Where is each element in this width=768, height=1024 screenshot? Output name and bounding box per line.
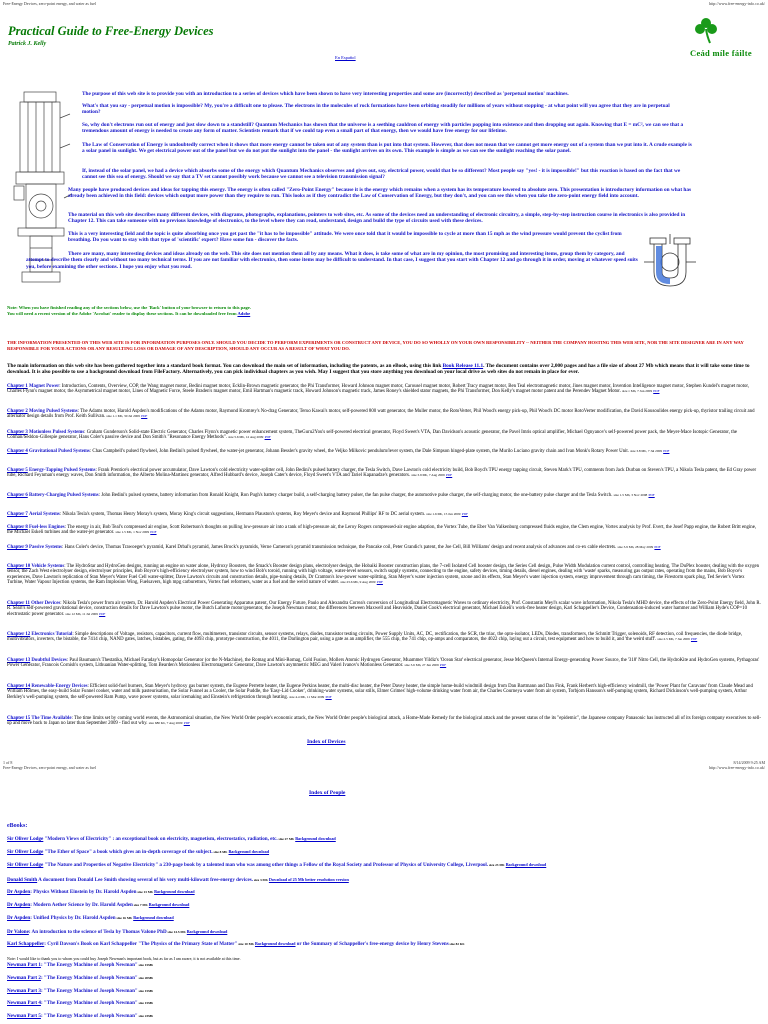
chapter-entry: [7, 545, 762, 550]
print-header-2-url: http://www.free-energy-info.co.uk/: [709, 765, 765, 770]
chapter-title: Aerial Systems: [28, 512, 60, 517]
author-name: Patrick J. Kelly: [8, 41, 47, 47]
chapter-link[interactable]: Chapter 12: [7, 632, 31, 637]
newman-size: size 23Mb: [137, 1014, 154, 1018]
chapter-link[interactable]: Chapter 9: [7, 545, 28, 550]
chapter-entry: [7, 468, 762, 479]
chapter-title: Battery-Charging Pulsed Systems: [28, 493, 99, 498]
ebooks-heading: eBooks:: [7, 823, 28, 829]
newman-part-link[interactable]: Newman Part 4: [7, 1000, 41, 1006]
acrobat-note-text: Note: When you have finished reading any of the sections below, use the 'Back' button of your browser to return to this page. You will need a recent version of the Adobe 'Acrobat' reader to display these sections. It can be downloaded free from: [7, 305, 251, 316]
chapter-description: : The HydroStar and HydroGen designs, running an engine on water alone, Hydroxy Boosters, the Smack's Booster design plans, electrolyser design, the Hobaiki Booster construction plans, the 7-cell Isolated Cell booster design, the Series Cell design, Pulse Width Modulation current control, controlling heating, The DuPlex booster, dealing with the oxygen sensor, the Zach West electrolyser design, electrolyser principles, Bob Boyce's high-efficiency electrolyser system, how to wind Bob's toroid, running with high voltage, water-level sensors, switch supply systems, connecting to the engine, safety devices, timing details, diesel engines, dealing with 'waste' sparks, measuring gas output rates, operating from the mains, Bob Boyce's experiences, Dave Lawton's replication of Stan Meyer's Water Fuel Cell water-splitter, Dave Lawton's circuits and construction details, pipe-tuning details, Dr Cramton's low-power water-splitting, Stan Meyer's water injection system, ozone and its effects, Stan Meyer's water injection system, energy improvement through cam timing, the Firestorm spark plug, Ted Sevier's Vortex Turbine, Water Vapour Injection systems, the Ram Implosion Wing, Fuelsavers, high mpg carburettors, Vortex fuel reformers, water as a fuel and the weird nature of water.: [7, 564, 760, 586]
intro-paragraph-2: What's that you say - perpetual motion is impossible? My, you're a difficult one to please. The electrons in the molecules of rock formations have been orbiting steadily for millions of years without stopping - at what point will you agree that they are in perpetual motion?: [82, 103, 670, 116]
newman-part-link[interactable]: Newman Part 1: [7, 962, 41, 968]
chapter-pdf-link[interactable]: PDF: [376, 580, 383, 585]
chapter-entry: [7, 684, 762, 700]
newman-title: : "The Energy Machine of Joseph Newman": [40, 962, 138, 968]
intro-paragraph-8: This is a very interesting field and the topic is quite absorbing once you get past the "it has to be impossible" attitude. We were once told that it would be impossible to cycle at more than 15 mph as the wind pressure would prevent the cyclist from breathing. Do you want to stay with that type of 'scientific' expert? Have some fun - discover the facts.: [68, 231, 622, 244]
chapter-description: : Hans Coler's device, Thomas Trawoeger's pyramid, Karel Drbal's pyramid, James Brock's pyramids, Verne Cameron's pyramid transmission technique, the Pancake coil, Peter Grandic's patent, the Joe Cell, Bill Williams' design and recent analysis of advances and co-ex cable electrets.: [61, 545, 617, 550]
chapter-pdf-link[interactable]: PDF: [648, 493, 655, 497]
newman-entry: [7, 988, 762, 994]
chapter-title: Vehicle Systems: [31, 564, 65, 569]
chapter-pdf-link[interactable]: PDF: [445, 473, 453, 478]
chapter-entry: [7, 384, 762, 395]
newman-entry: [7, 975, 762, 981]
ebook-description: : Unified Physics by Dr. Harold Aspden: [30, 915, 116, 921]
index-of-devices-link[interactable]: Index of Devices: [307, 739, 346, 745]
background-download-link[interactable]: Background download: [505, 862, 547, 867]
ebook-size: size 8 Mb: [212, 850, 228, 854]
ebook-description: "Modern Views of Electricity" : an exceptional book on electricity, magnetism, electrostatics, radiation, etc.: [43, 836, 278, 842]
chapter-pdf-link[interactable]: PDF: [654, 545, 661, 549]
ebook-author-link[interactable]: Dr Valone: [7, 929, 29, 935]
chapter-size: size 1.1 Mb, 30 Jul 2009: [106, 414, 140, 419]
chapter-entry: [7, 564, 762, 585]
book-intro-text: The main information on this web site has been gathered together into a standard book format. You can download the main set of information, including the patents, as an eBook, using this link: [7, 363, 443, 369]
ebook-size: size 14.5 Mb: [166, 930, 186, 934]
chapter-link[interactable]: Chapter 2: [7, 409, 28, 414]
newman-entry: [7, 962, 762, 968]
ebook-description: : An introduction to the science of Tesla by Thomas Valone PhD: [28, 929, 167, 935]
chapter-description: : The energy in air, Bob Teal's compressed air engine, Scott Robertson's thoughts on pulling low-pressure air into a tank of high-pressure air, the Leroy Rogers compressed-air engine adaption, the Vortex Tube, the Eber Van Valkenburg compressed fluids engine, the Clem engine, Vortex analysis by Prof. Evert, the Josef Papp engine, the Robert Britt engine, the Michael Eskeli turbines and the water-jet generator.: [7, 525, 757, 536]
chapter-size: size 1.6 Mb, 15 Jun 2009: [426, 512, 461, 516]
newman-note: Note: I would like to thank you to whom you could buy Joseph Newman's important book, but as far as I am aware, it is not available at this time.: [7, 956, 241, 961]
ebook-description: "The Ether of Space" a book which gives an in-depth coverage of the subject.: [43, 849, 213, 855]
chapter-description: : Efficient solid-fuel burners, Stan Meyer's hydroxy gas burner system, the Eugene Perrette heater, the Eugene Perkins heater, the multi-disc heater, the Peter Davey heater, the simple home-build windmill design from Dan Bartmann and Dan Fink, Frank Herbert's high-efficiency windmill, the 'Power Plant for Caravans' from Claude Mead and William Holmes, the easy-build Solar Funnel cooker, water and milk pasteurisation, the Solar Funnel as a Cooler, the Solar Puddle, the 'Easy-Lid Cooker', drinking-water systems, solar stills, Elmer Grimes' high-volume drinking water from air, the Charles Courneya water from air system, Torbjorn Hansson's self-pumping system, Richard Dickinson's well-pumping system, Arthur Berkley's well-pumping system, the self-powered Ram Pump, wave power systems, solar icemaking and Einstein's refrigeration through heating.: [7, 684, 753, 700]
ebook-author-link[interactable]: Donald Smith: [7, 877, 38, 883]
chapter-link[interactable]: Chapter 15: [7, 716, 31, 721]
intro-paragraph-9: There are many, many interesting devices and ideas already on the web. This site does not mention them all by any means. What it does, is take some of what are in my opinion, the most promising and interesting items, group them by category, and attempt to describe them clearly and without too many technical terms. If you are not familiar with electronics, then some items may be difficult to understand. In that case, I suggest that you start with Chapter 12 and go through it in order, moving at whatever speed suits you, before examining the other sections. I hope you enjoy what you read.: [26, 251, 638, 270]
index-of-people-link[interactable]: Index of People: [309, 790, 346, 796]
ebook-author-link[interactable]: Sir Oliver Lodge: [7, 836, 44, 842]
chapter-link[interactable]: Chapter 11: [7, 601, 30, 606]
ebook-size: size 3 Mb: [253, 878, 268, 882]
newman-title: : "The Energy Machine of Joseph Newman": [40, 1000, 138, 1006]
intro-paragraph-1: The purpose of this web site is to provide you with an introduction to a series of devices which have been shown to have very interesting properties and some are (incorrectly) described as 'perpetual motion' machines.: [82, 91, 569, 97]
chapter-pdf-link[interactable]: PDF: [663, 449, 670, 453]
newman-size: size 20Mb: [137, 976, 154, 980]
background-download-link[interactable]: Background download: [186, 929, 228, 934]
chapter-size: size 1 Mb, 7 Jun 2009: [622, 389, 653, 394]
chapter-entry: [7, 430, 762, 441]
chapter-description: : Introduction, Contents, Overview, COP, the Wang magnet motor, Bedini magnet motor, Ecklin-Brown magnetic generator, the Phi Transformer, Howard Johnson magnet motor, Carousel magnet motor, Robert Tracy magnet motor, Ben Teal electromagnetic motor, Jines magnet motor, Invention Intelligence magnet motor, Stephen Kundel's magnet motor, Charles Flynn's magnet motor, the Asymmetrical magnet motor, Lines of Magnetic Force, Steele Braden's magnet motor, Emil Hartman's magnetic track, Howard Johnson's magnetic track, James Roney's shielded stator magnets, the Phi Transformer, Don Kelly's magnet motor patent and the Perendev Magnet Motor.: [7, 384, 750, 395]
chapter-entry: [7, 658, 762, 669]
background-download-link[interactable]: Background download: [295, 836, 336, 841]
ebook-entry: [7, 929, 762, 935]
chapter-title: Doubtful Devices: [31, 658, 67, 663]
intro-paragraph-4: The Law of Conservation of Energy is undoubtedly correct when it shows that more energy cannot be taken out of any system than is put into that system. However, that does not mean that we cannot get more energy out of a system than we put into it. A crude example is a solar panel in sunlight. We get electrical power out of the panel but we do not put the sunlight into the panel - the sunlight arrives on its own. This example is simple as we can see the sunlight reaching the solar panel.: [82, 142, 692, 155]
ebook-extra: or the Summary of Schappeller's free-energy device by Henry Stevens: [295, 941, 449, 947]
ebook-author-link[interactable]: Dr Aspden: [7, 902, 31, 908]
magnet-drawing-image: [640, 232, 700, 292]
chapter-link[interactable]: Chapter 6: [7, 493, 28, 498]
book-intro: [7, 363, 762, 375]
chapter-pdf-link[interactable]: PDF: [325, 694, 332, 699]
chapter-size: size 23.6 Mb, 9 Aug 2009: [340, 580, 376, 585]
chapter-link[interactable]: Chapter 1: [7, 384, 28, 389]
chapter-size: size 1.5 Mb, 3 Nov 2008: [613, 493, 648, 497]
background-download-link[interactable]: Background download: [148, 902, 190, 907]
chapter-entry: [7, 716, 762, 727]
shamrock-icon: [694, 16, 718, 44]
chapter-size: size 3.9 Mb, 7 Aug 2009: [411, 473, 445, 478]
chapter-pdf-link[interactable]: PDF: [99, 611, 106, 616]
spanish-version-link[interactable]: En Español: [335, 55, 356, 60]
chapter-size: size 12 Mb, 11 Jul 2009: [65, 611, 98, 616]
chapter-entry: [7, 601, 762, 617]
chapter-title: Renewable-Energy Devices: [31, 684, 88, 689]
chapter-link[interactable]: Chapter 7: [7, 512, 28, 517]
chapter-title: Energy-Tapping Pulsed Systems: [28, 468, 96, 473]
chapter-size: size 3.8 Mb, 7 Jul 2009: [630, 449, 662, 453]
acrobat-note: [7, 305, 257, 316]
intro-paragraph-3: So, why don't electrons run out of energy and just slow down to a standstill? Quantum Mechanics has shown that the universe is a seething cauldron of energy with particles popping into existence and then dropping out again. Knowing that E = mC², we can see that a tremendous amount of energy is needed to create any form of matter. Scientists remark that if we could tap even a small part of that energy, then we would have free energy for our lifetime.: [82, 122, 684, 135]
newman-title: : "The Energy Machine of Joseph Newman": [40, 988, 138, 994]
chapter-description: : Chas Campbell's pulsed flywheel, John Bedini's pulsed flywheel, the water-jet generator, Johann Bessler's gravity wheel, the Veljko Milkovic pendulum/lever system, the Dale Simpson hinged-plate system, the Murilo Luciano gravity chain and Ivan Monk's Rotary Power Unit.: [89, 449, 629, 454]
ebook-author-link[interactable]: Sir Oliver Lodge: [7, 849, 44, 855]
ebook-size: size 13 Mb: [136, 890, 153, 894]
chapter-entry: [7, 512, 762, 517]
print-footer-date: 8/14/2009 9:25 AM: [733, 760, 765, 765]
print-header-2-left: Free-Energy Devices, zero-point energy, and water as fuel: [3, 765, 96, 770]
chapter-size: size 680 Kb, 7 Aug 2009: [148, 721, 183, 726]
chapter-entry: [7, 409, 762, 420]
welcome-text: Ceád míle fáilte: [690, 48, 752, 58]
ebook-entry: [7, 877, 762, 883]
chapter-title: Other Devices: [31, 601, 61, 606]
chapter-entry: [7, 493, 762, 498]
chapter-link[interactable]: Chapter 3: [7, 430, 28, 435]
chapter-link[interactable]: Chapter 10: [7, 564, 31, 569]
ebook-size: size 27 Mb: [277, 837, 294, 841]
newman-size: size 15Mb: [137, 989, 154, 993]
newman-entry: [7, 1013, 762, 1019]
chapter-title: Motionless Pulsed Systems: [28, 430, 85, 435]
ebook-size: size 16 Mb: [115, 916, 132, 920]
book-release-link[interactable]: Book Release 11.1: [442, 363, 484, 369]
newman-entry: [7, 1000, 762, 1006]
chapter-size: size 3.6 Mb, 27 Jun 2009: [404, 663, 439, 668]
ebook-entry: [7, 915, 762, 921]
adobe-link[interactable]: Adobe: [237, 310, 251, 316]
background-download-link[interactable]: Background download: [228, 849, 270, 854]
chapter-pdf-link[interactable]: PDF: [141, 414, 148, 419]
chapter-title: Passive Systems: [28, 545, 62, 550]
background-download-link[interactable]: Background download: [154, 889, 195, 894]
ebook-size: size 23 Mb: [488, 863, 505, 867]
ebook-author-link[interactable]: Dr Aspden: [7, 889, 31, 895]
chapter-size: size 1.5 Mb, 1 Nov 2009: [115, 530, 150, 535]
print-header-url: http://www.free-energy-info.co.uk/: [709, 1, 765, 6]
background-download-link[interactable]: Background download: [133, 915, 174, 920]
ebook-entry: [7, 836, 762, 842]
ebook-description: A document from Donald Lee Smith showing several of his very multi-kilowatt free-energy devices.: [37, 877, 254, 883]
intro-paragraph-7: The material on this web site describes many different devices, with diagrams, photographs, explanations, pointers to web sites, etc. As some of the devices need an understanding of electronic circuitry, a simple, step-by-step instruction course in electronics is also provided in Chapter 12. This can take someone with no previous knowledge of electronics, to the level where they can read, understand, design and build the type of circuits used with these devices.: [68, 212, 686, 225]
chapter-description: : The Adams motor, Harold Aspden's modifications of the Adams motor, Raymond Kromrey's No-drag Generator, Teruo Kawai's motor, self-powered 800 watt generator, the Muller motor, the RotoVerter, Phil Wood's energy pick-up, Phil Wood's DC motor RotoVerter modification, the David Kousoulides energy pick-up, thyristor trailing circuit and alternator design details from Prof. Keith Sullivan.: [7, 409, 755, 420]
chapter-title: The Time Available: [31, 716, 72, 721]
ebook-description: "The Nature and Properties of Negative Electricity" a 230-page book by a talented man who was among other things a Fellow of the Royal Society and Professor of Physics of University College, Liverpool.: [43, 862, 489, 868]
ebook-size: size 7 Mb: [132, 903, 148, 907]
ebook-entry: [7, 862, 762, 868]
chapter-title: Electronics Tutorial: [31, 632, 73, 637]
ebook-author-link[interactable]: Karl Schappeller: [7, 941, 45, 947]
newman-part-link[interactable]: Newman Part 5: [7, 1013, 41, 1019]
chapter-description: : Nikola Tesla's system, Thomas Henry Moray's system, Moray King's circuit suggestions, Hermann Plauston's systems, Roy Meyer's device and Raymond Phillips' RF to DC aerial system.: [59, 512, 426, 517]
chapter-title: Moving Pulsed Systems: [28, 409, 78, 414]
disclaimer: THE INFORMATION PRESENTED ON THIS WEB SITE IS FOR INFORMATION PURPOSES ONLY. SHOULD YOU DECIDE TO PERFORM EXPERIMENTS OR CONSTRUCT ANY DEVICE, YOU DO SO WHOLLY ON YOUR OWN RESPONSIBILITY -- NEITHER THE COMPANY HOSTING THIS WEB SITE, NOR THE SITE DESIGNER ARE IN ANY WAY RESPONSIBLE FOR YOUR ACTIONS OR ANY RESULTING LOSS OR DAMAGE OF ANY DESCRIPTION, SHOULD ANY OCCUR AS A RESULT OF WHAT YOU DO.: [7, 340, 744, 351]
chapter-entry: [7, 449, 762, 454]
chapter-pdf-link[interactable]: PDF: [439, 663, 447, 668]
chapter-entry: [7, 632, 762, 643]
ebook-author-link[interactable]: Dr Aspden: [7, 915, 31, 921]
print-footer-page: 1 of 8: [3, 760, 13, 765]
ebook-description: : Cyril Davson's Book on Karl Schappeller "The Physics of the Primary State of Matter": [44, 941, 238, 947]
ebook-entry: [7, 889, 762, 895]
intro-paragraph-5: If, instead of the solar panel, we had a device which absorbs some of the energy which Quantum Mechanics observes and gives out, say, electrical power, would that be so different? Most people say "yes! - it is impossible!" but this reaction is based on the fact that we cannot see this sea of energy. Should we say that a TV set cannot possibly work because we cannot see a television transmission signal?: [82, 168, 681, 181]
newman-title: : "The Energy Machine of Joseph Newman": [40, 1013, 138, 1019]
ebook-description: : Modern Aether Science by Dr. Harold Aspden: [30, 902, 133, 908]
chapter-description: : John Bedini's pulsed systems, battery information from Ronald Knight, Ron Pugh's battery charger build, a self-charging battery pulser, the fan pulse charger, the automotive pulse charger, the self-charging motor, the one-battery pulse charger and the Tesla Switch.: [98, 493, 613, 498]
chapter-size: size 5.6 Mb, 12 Aug 2009: [228, 435, 264, 440]
print-header: [3, 1, 765, 6]
chapter-pdf-link[interactable]: PDF: [653, 389, 660, 394]
chapter-title: Magnet Power: [28, 384, 60, 389]
chapter-link[interactable]: Chapter 13: [7, 658, 31, 663]
newman-size: size 15Mb: [137, 963, 154, 967]
chapter-description: : Frank Prentice's electrical power accumulator, Dave Lawton's cold electricity water-splitter cell, John Bedini's pulsed battery charger, the Tesla Switch, Dave Lawton's cold electricity build, Bob Boyd's TPU energy tapping circuit, Steven Mark's TPU, comments from Jack Durban on Steven's TPU, a Nikola Tesla patent, the Ed Gray power tube, Richard Feynman's energy waves, Don Smith information, the Alberto Molina-Martinez generator, Alfred Hubbard's device, Joseph Cater's device, Floyd Sweet's VTA and Tariel Kapanadze's generators.: [7, 468, 757, 479]
chapter-title: Fuel-less Engines: [28, 525, 65, 530]
chapter-pdf-link[interactable]: PDF: [690, 637, 698, 642]
chapter-link[interactable]: Chapter 4: [7, 449, 28, 454]
chapter-size: size 4.4 Mb, 11 Mar 2009: [289, 694, 325, 699]
page-title: Practical Guide to Free-Energy Devices: [8, 24, 214, 38]
chapter-entry: [7, 525, 762, 536]
print-header-left: Free-Energy Devices, zero-point energy, and water as fuel: [3, 1, 96, 6]
newman-title: : "The Energy Machine of Joseph Newman": [40, 975, 138, 981]
chapter-description: : Graham Gunderson's Solid-state Electric Generator, Charles Flynn's magnetic power enhancement system, TheGuru2You's self-powered electrical generator, Floyd Sweet's VTA, Dan Davidson's acoustic generator, the Pavel Imris optical amplifier, Michael Ognyanov's self-powered power pack, the Meyer-Mace Isotopic Generator, the Colman/Seddon-Gillespie generator, Hans Coler's passive device and Don Smith's "Resonance Energy Methods".: [7, 430, 738, 441]
chapter-link[interactable]: Chapter 5: [7, 468, 28, 473]
chapter-pdf-link[interactable]: PDF: [461, 512, 468, 516]
chapter-description: : Paul Baumann's Thestatika, Michael Faraday's Homopolar Generator (or the N-Machine), the Romag and Mini-Romag, Cold Fusion, Mollers Atomic Hydrogen Generator, Muammer Yildiz's 'Ocean Star' electrical generator, Jesse McQueen's Internal Energy-generating Power Source, the '318' Nitro Cell, the HydroKite and HydroGen systems, Pythagoras' Power Generator, Francois Cornish's system, Lithuanian Water-splitting, Tom Bearden's Motionless Electromagnetic Generator, Dave Lawton's asymmetric MEG and Valeri Ivanov's Motionless Generator.: [7, 658, 760, 669]
background-download-link[interactable]: Background download: [254, 941, 296, 946]
chapter-description: : Simple descriptions of Voltage, resistors, capacitors, current flow, multimeters, transistor circuits, sensor systems, relays, diodes, transistor testing circuits, Power Supply Units, AC, DC, rectification, the SCR, the triac, the opto-isolator, LEDs, Diodes, transformers, the Schmitt Trigger, solenoids, RF detection, coil frequencies, the diode bridge, multivibrators, inverters, the bistable, the 7414 chip, NAND gates, latches, bistables, gating, the 4093 chip, prototype construction, the 4011, the Darlington pair, using a gate as an amplifier, the 555 chip, the 741 chip, op-amps and comparators, the 4022 chip, laying out a circuit, test equipment and how to build it, and 'the weird stuff'.: [7, 632, 743, 643]
ebook-entry: [7, 902, 762, 908]
newman-size: size 15Mb: [137, 1001, 154, 1005]
background-download-link[interactable]: Download of 25 Mb better resolution version: [268, 877, 349, 882]
chapter-title: Gravitational Pulsed Systems: [28, 449, 90, 454]
chapter-pdf-link[interactable]: PDF: [150, 530, 157, 535]
ebook-author-link[interactable]: Sir Oliver Lodge: [7, 862, 44, 868]
ebook-description: : Physics Without Einstein by Dr. Harold Aspden: [30, 889, 137, 895]
newman-part-link[interactable]: Newman Part 2: [7, 975, 41, 981]
chapter-link[interactable]: Chapter 14: [7, 684, 31, 689]
book-intro-text-2: . The document contains over 2,000 pages and has a file size of about 27 Mb which means that it will take some time to download. It is also possible to use a background download from FileFactory. Alternatively, you can pick individual chapters as you wish. May I suggest that you store anything you download on your local drive as web sites do not remain in place for ever.: [7, 363, 750, 376]
ebook-extra-size: size 82 Kb: [448, 942, 465, 946]
chapter-pdf-link[interactable]: PDF: [264, 435, 271, 440]
chapter-link[interactable]: Chapter 8: [7, 525, 28, 530]
chapter-size: size 3.9 Mb, 28 May 2009: [617, 545, 654, 549]
newman-part-link[interactable]: Newman Part 3: [7, 988, 41, 994]
chapter-pdf-link[interactable]: PDF: [183, 721, 190, 726]
intro-paragraph-6: Many people have produced devices and ideas for tapping this energy. The energy is often called "Zero-Point Energy" because it is the energy which remains when a system has its temperature lowered to absolute zero. This presentation is introductory information on what has already been achieved in this field: devices which output more power than they require to run. This looks as if they contradict the Law of Conservation of Energy, but they don't, and you can see this when you take the zero-point energy field into account.: [68, 187, 692, 200]
print-header-2: [3, 765, 765, 770]
chapter-description: : The time limits set by coming world events, the Astronomical situation, the New World Order people's economic attack, the New World Order people's biological attack, a Home-Made Remedy for the biological attack and the present status of the its "epidemic", the Japanese company Panasonic has instructed all of its foreign company executives to sell-up and move back to Japan no later than September 2009 - find out why.: [7, 716, 761, 727]
ebook-entry: [7, 941, 762, 947]
chapter-size: size 2.5 Mb, 7 Jan 2009: [657, 637, 690, 642]
chapter-description: : Nikola Tesla's power from air system, Dr. Harold Aspden's Electrical Power Generating Apparatus patent, Our Energy Future, Paulo and Alexandra Correa's conversion of Longitudinal Electromagnetic Waves to ordinary electricity, Prof. Constantin Meyl's scalar wave information, Nikola Tesla's MHD device, the effects of the Zero-Point Energy field, John R. R. Searl's self-powered gravitational device, construction details for Dave Lawton's pulse motor, the Butch Lafonte motor/generator, the Joseph Newman motor, the differences between Maxwell and Heaviside, Daniel Cook's electrical generator, Michael Eskeli's work-free heater design, Karl Schappeller's Device, Condensation-induced water hammer and William Hyde's COP=10 electrostatic power generator.: [7, 601, 761, 617]
ebook-entry: [7, 849, 762, 855]
ebook-size: size 10 Mb: [237, 942, 254, 946]
